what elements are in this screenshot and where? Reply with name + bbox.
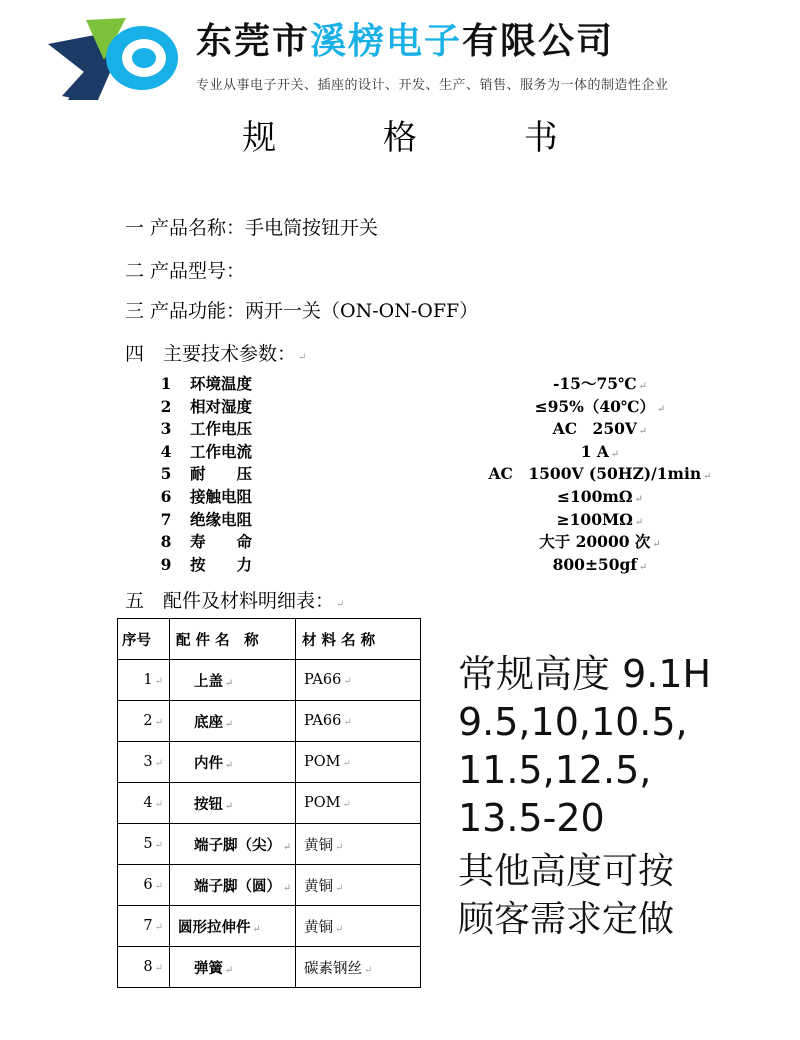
cell-material-text: 黄铜: [304, 919, 333, 936]
height-note-line: 13.5-20: [458, 796, 605, 840]
param-value-text: 大于 20000 次: [539, 532, 651, 552]
cell-part: [170, 906, 296, 947]
param-number: 8: [160, 532, 172, 552]
cell-material: [296, 701, 421, 742]
param-number: 3: [160, 419, 172, 439]
param-value: [440, 463, 760, 488]
param-row: [0, 373, 800, 395]
param-value-text: ≤95%（40℃）: [534, 396, 656, 416]
paragraph-mark-icon: ↵: [225, 677, 234, 689]
paragraph-mark-icon: ↵: [225, 800, 234, 812]
paragraph-mark-icon: ↵: [634, 516, 644, 528]
param-value-text: 800±50gf: [552, 554, 638, 574]
col-header-no: 序号: [118, 619, 170, 660]
param-number: 4: [160, 441, 172, 461]
param-number: 7: [160, 509, 172, 529]
cell-material: [296, 947, 421, 988]
section-technical-params-label: 四 主要技术参数：: [125, 343, 297, 365]
cell-part: [170, 701, 296, 742]
xb-logo-icon: [48, 14, 182, 100]
cell-part: [170, 660, 296, 701]
paragraph-mark-icon: ↵: [634, 494, 643, 505]
cell-no: [118, 947, 170, 988]
param-row: [0, 554, 800, 576]
section-technical-params: [125, 341, 306, 371]
cell-material-text: POM: [304, 795, 341, 811]
table-row: [118, 660, 421, 701]
custom-note-line: 其他高度可按: [458, 851, 675, 892]
table-row: [118, 701, 421, 742]
cell-material: [296, 783, 421, 824]
param-value: [440, 509, 760, 534]
cell-part-text: 底座: [194, 713, 223, 731]
cell-part-text: 圆形拉伸件: [178, 918, 251, 936]
param-value: [440, 373, 760, 398]
cell-material: [296, 742, 421, 783]
param-value-text: -15～75℃: [552, 374, 637, 393]
table-row: [118, 824, 421, 865]
cell-no-text: 4: [143, 795, 153, 811]
param-row: [0, 531, 800, 553]
cell-no-text: 2: [143, 713, 153, 729]
company-name-highlight: 溪榜电子: [310, 21, 463, 62]
paragraph-mark-icon: ↵: [154, 717, 163, 728]
paragraph-mark-icon: ↵: [638, 381, 648, 392]
paragraph-mark-icon: ↵: [154, 840, 163, 851]
param-name: 耐 压: [190, 464, 253, 484]
cell-no: [118, 742, 170, 783]
custom-note-line: 顾客需求定做: [458, 899, 675, 940]
col-header-material: 材 料 名 称: [296, 619, 421, 660]
param-value: [440, 486, 760, 511]
param-number: 6: [160, 487, 172, 506]
param-name: 绝缘电阻: [190, 509, 253, 529]
paragraph-mark-icon: ↵: [154, 758, 163, 769]
param-name: 寿 命: [190, 532, 253, 552]
param-value-text: AC 250V: [552, 419, 637, 439]
paragraph-mark-icon: ↵: [283, 841, 292, 853]
section-parts-materials: [125, 588, 344, 618]
cell-no: [118, 824, 170, 865]
paragraph-mark-icon: ↵: [610, 448, 620, 460]
document-title: 规 格 书: [242, 118, 606, 158]
param-row: [0, 418, 800, 440]
cell-part-text: 按钮: [194, 795, 223, 813]
paragraph-mark-icon: ↵: [342, 799, 351, 810]
param-value: [440, 396, 760, 421]
table-row: [118, 906, 421, 947]
param-number: 1: [160, 374, 172, 393]
cell-material: [296, 865, 421, 906]
cell-material: [296, 660, 421, 701]
param-name: 环境温度: [190, 374, 253, 393]
cell-no-text: 1: [143, 672, 153, 688]
param-value: [440, 554, 760, 579]
cell-no: [118, 660, 170, 701]
paragraph-mark-icon: ↵: [154, 963, 163, 974]
param-number: 9: [160, 554, 172, 574]
param-value-text: ≤100mΩ: [557, 487, 633, 506]
paragraph-mark-icon: ↵: [225, 964, 234, 976]
param-name: 工作电流: [190, 441, 253, 461]
cell-material-text: PA66: [304, 672, 342, 688]
custom-height-note: [458, 848, 778, 944]
cell-part-text: 弹簧: [194, 959, 223, 977]
cell-no-text: 6: [143, 877, 153, 893]
section-parts-materials-label: 五 配件及材料明细表：: [125, 590, 335, 612]
cell-part-text: 上盖: [194, 672, 223, 690]
param-value: [440, 441, 760, 466]
col-header-part: 配 件 名 称: [170, 619, 296, 660]
cell-no-text: 7: [143, 918, 153, 934]
paragraph-mark-icon: ↵: [336, 599, 345, 610]
param-row: [0, 396, 800, 418]
cell-part-text: 端子脚（尖）: [194, 836, 281, 854]
paragraph-mark-icon: ↵: [342, 758, 351, 769]
paragraph-mark-icon: ↵: [154, 922, 163, 933]
section-product-name: 一 产品名称：手电筒按钮开关: [125, 217, 379, 239]
company-name-suffix: 有限公司: [462, 21, 615, 62]
paragraph-mark-icon: ↵: [252, 923, 261, 935]
company-name: [196, 20, 614, 64]
height-note-line: 常规高度 9.1H: [458, 652, 712, 696]
cell-no: [118, 701, 170, 742]
paragraph-mark-icon: ↵: [335, 841, 344, 853]
cell-part-text: 端子脚（圆）: [194, 877, 281, 895]
paragraph-mark-icon: ↵: [343, 676, 352, 687]
paragraph-mark-icon: ↵: [335, 882, 344, 894]
param-name: 按 力: [190, 554, 253, 574]
section-product-model: 二 产品型号：: [125, 260, 246, 282]
cell-no-text: 3: [143, 754, 153, 770]
param-value-text: ≥100MΩ: [556, 509, 633, 529]
param-value: [440, 531, 760, 556]
cell-part: [170, 824, 296, 865]
cell-material: [296, 906, 421, 947]
paragraph-mark-icon: ↵: [225, 759, 234, 771]
paragraph-mark-icon: ↵: [652, 539, 661, 551]
paragraph-mark-icon: ↵: [154, 799, 163, 810]
cell-no-text: 5: [143, 836, 153, 852]
company-slogan: 专业从事电子开关、插座的设计、开发、生产、销售、服务为一体的制造性企业: [196, 78, 669, 93]
paragraph-mark-icon: ↵: [335, 923, 344, 935]
paragraph-mark-icon: ↵: [638, 426, 648, 438]
height-options-note: [458, 650, 778, 842]
cell-material-text: 碳素钢丝: [304, 960, 362, 977]
cell-part-text: 内件: [194, 754, 223, 772]
cell-no: [118, 906, 170, 947]
param-value-text: AC 1500V (50HZ)/1min: [488, 464, 702, 484]
cell-part: [170, 742, 296, 783]
cell-part: [170, 947, 296, 988]
table-row: [118, 783, 421, 824]
height-note-line: 9.5,10,10.5,: [458, 700, 688, 744]
param-name: 相对湿度: [190, 396, 253, 416]
paragraph-mark-icon: ↵: [639, 561, 648, 573]
paragraph-mark-icon: ↵: [657, 403, 666, 415]
param-value-text: 1 A: [580, 441, 609, 461]
param-number: 5: [160, 464, 172, 484]
cell-material-text: PA66: [304, 713, 342, 729]
paragraph-mark-icon: ↵: [283, 882, 292, 894]
height-note-line: 11.5,12.5,: [458, 748, 652, 792]
param-value: [440, 418, 760, 443]
table-header-row: [118, 619, 421, 660]
cell-material-text: 黄铜: [304, 878, 333, 895]
cell-material-text: POM: [304, 754, 341, 770]
param-row: [0, 463, 800, 485]
paragraph-mark-icon: ↵: [298, 352, 307, 363]
param-row: [0, 509, 800, 531]
cell-part: [170, 865, 296, 906]
table-row: [118, 947, 421, 988]
paragraph-mark-icon: ↵: [154, 881, 163, 892]
cell-material: [296, 824, 421, 865]
parts-table: [117, 618, 421, 988]
section-product-function: 三 产品功能：两开一关（ON-ON-OFF）: [125, 300, 479, 322]
paragraph-mark-icon: ↵: [225, 718, 234, 730]
param-name: 工作电压: [190, 419, 253, 439]
cell-no: [118, 783, 170, 824]
param-row: [0, 486, 800, 508]
company-name-prefix: 东莞市: [196, 21, 311, 62]
paragraph-mark-icon: ↵: [364, 964, 373, 976]
table-row: [118, 742, 421, 783]
cell-no-text: 8: [143, 959, 153, 975]
param-row: [0, 441, 800, 463]
table-row: [118, 865, 421, 906]
paragraph-mark-icon: ↵: [703, 471, 712, 483]
cell-material-text: 黄铜: [304, 837, 333, 854]
cell-part: [170, 783, 296, 824]
param-number: 2: [160, 396, 172, 416]
cell-no: [118, 865, 170, 906]
paragraph-mark-icon: ↵: [154, 676, 163, 687]
param-name: 接触电阻: [190, 487, 253, 506]
paragraph-mark-icon: ↵: [343, 717, 352, 728]
